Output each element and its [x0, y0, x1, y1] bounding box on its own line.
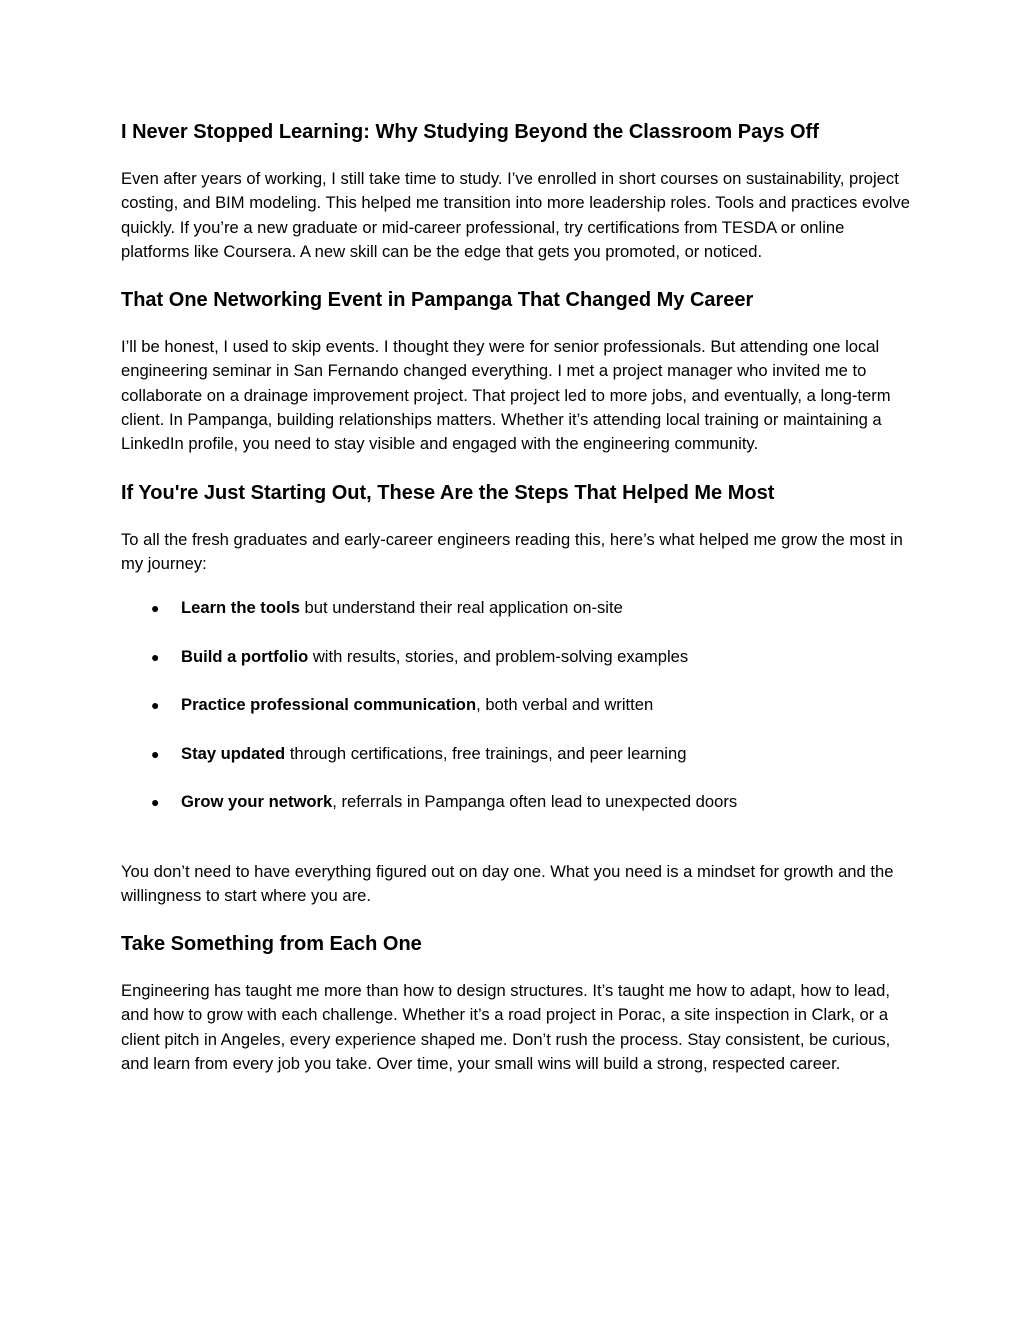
step-bold-text: Build a portfolio [181, 646, 309, 666]
bullet-icon: ● [151, 648, 160, 665]
section-heading-take-something: Take Something from Each One [121, 933, 422, 956]
list-item [121, 742, 911, 766]
section-heading-networking: That One Networking Event in Pampanga That Changed My Career [121, 289, 754, 312]
section-paragraph-take-something: Engineering has taught me more than how to design structures. It’s taught me how to adapt, how to lead, and how to grow with each challenge. Whether it’s a road project in Porac, a site inspection in Clark, or a client pitch in Angeles, every experience shaped me. Don’t rush the process. Stay consistent, be curious, and learn from every job you take. Over time, your small wins will build a strong, respected career. [121, 981, 891, 1073]
step-text: but understand their real application on-site [299, 598, 623, 618]
document-page [121, 118, 911, 1076]
step-text: , referrals in Pampanga often lead to unexpected doors [332, 792, 738, 812]
step-text: with results, stories, and problem-solving examples [308, 646, 689, 666]
section-heading-starting-out: If You're Just Starting Out, These Are the Steps That Helped Me Most [121, 481, 775, 504]
section-heading-learning: I Never Stopped Learning: Why Studying Beyond the Classroom Pays Off [121, 121, 819, 143]
bullet-icon: ● [151, 794, 160, 811]
step-text: , both verbal and written [476, 695, 654, 715]
closing-paragraph: You don’t need to have everything figured out on day one. What you need is a mindset for growth and the willingness to start where you are. [121, 861, 894, 905]
list-item [121, 790, 911, 814]
bullet-icon: ● [151, 697, 160, 714]
list-item [121, 645, 911, 669]
bullet-icon: ● [151, 600, 160, 617]
steps-list [121, 596, 911, 814]
list-item [121, 693, 911, 717]
section-paragraph-learning: Even after years of working, I still take time to study. I’ve enrolled in short courses on sustainability, project costing, and BIM modeling. This helped me transition into more leadership roles. Tools and practices evolve quickly. If you’re a new graduate or mid-career professional, try certifications from TESDA or online platforms like Coursera. A new skill can be the edge that gets you promoted, or noticed. [121, 169, 910, 261]
step-text: through certifications, free trainings, and peer learning [285, 743, 687, 763]
step-bold-text: Learn the tools [181, 598, 300, 618]
step-bold-text: Practice professional communication [181, 695, 477, 715]
bullet-icon: ● [151, 745, 160, 762]
section-paragraph-networking: I’ll be honest, I used to skip events. I thought they were for senior professionals. But attending one local engineering seminar in San Fernando changed everything. I met a project manager who invited me to collaborate on a drainage improvement project. That project led to more jobs, and eventually, a long-term client. In Pampanga, building relationships matters. Whether it’s attending local training or maintaining a LinkedIn profile, you need to stay visible and engaged with the engineering community. [121, 337, 891, 454]
step-bold-text: Grow your network [181, 792, 333, 812]
list-item [121, 596, 911, 620]
step-bold-text: Stay updated [181, 743, 286, 763]
section-paragraph-starting-out: To all the fresh graduates and early-career engineers reading this, here’s what helped me grow the most in my journey: [121, 529, 903, 573]
